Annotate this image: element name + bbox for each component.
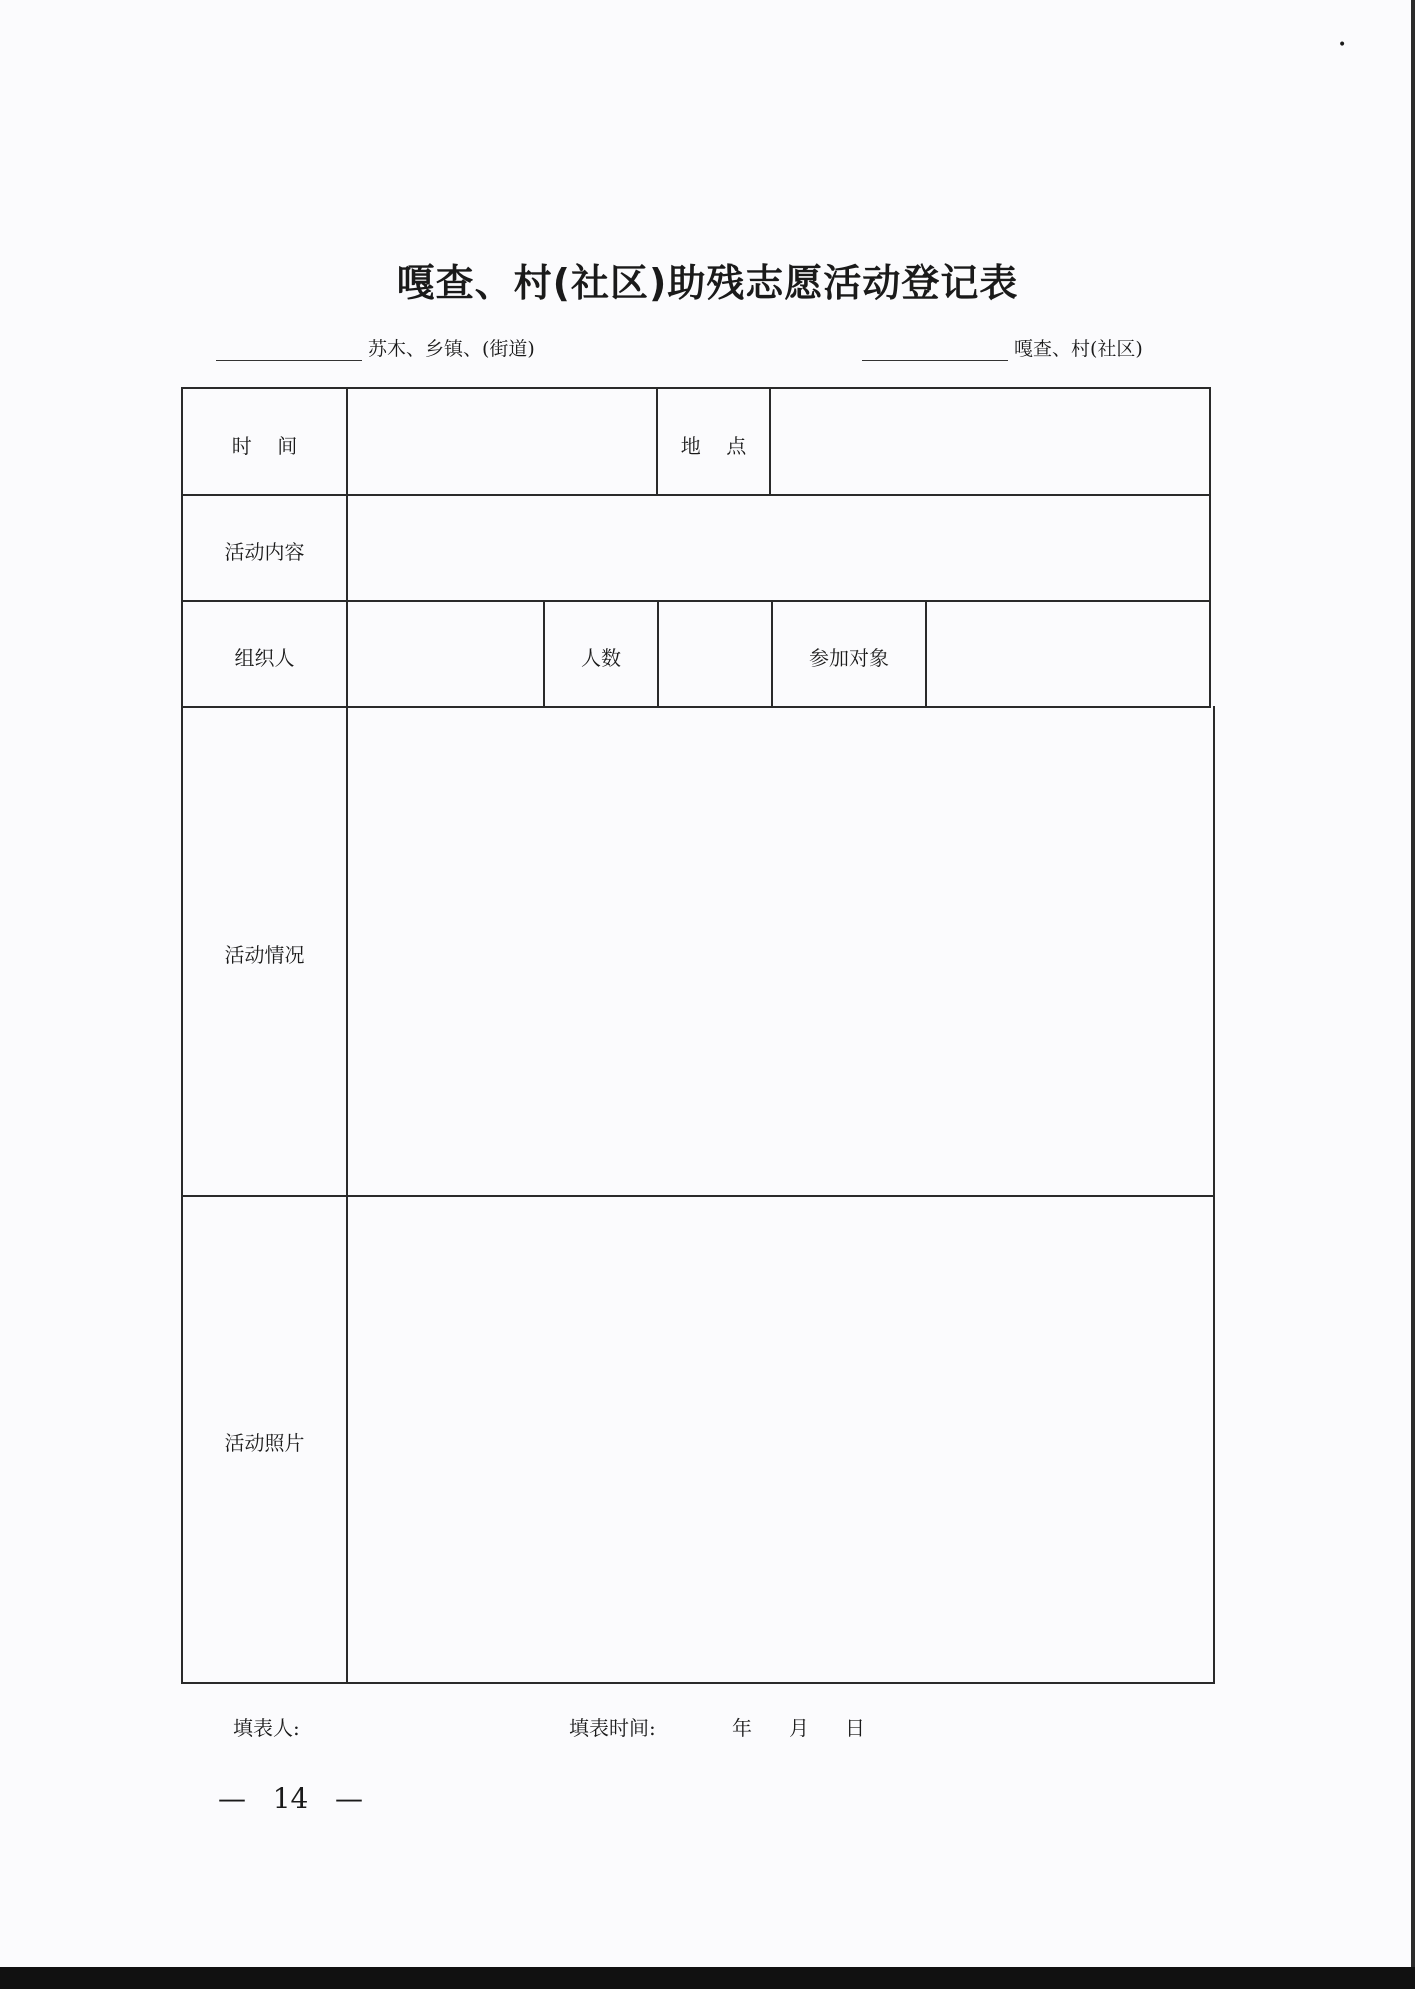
village-field [862, 334, 1143, 361]
table-border-right [1213, 706, 1215, 1684]
table-row-divider [181, 1195, 1215, 1197]
township-suffix: 苏木、乡镇、(街道) [368, 338, 535, 360]
cell-divider [657, 600, 659, 708]
form-title: 嘎查、村(社区)助残志愿活动登记表 [396, 261, 1019, 305]
participants-label: 参加对象 [809, 646, 889, 670]
cell-divider [925, 600, 927, 708]
scan-speck: • [1338, 37, 1347, 53]
page-number: — 14 — [218, 1782, 364, 1815]
table-row-divider [181, 494, 1211, 496]
table-row-divider [181, 706, 1211, 708]
fill-date-label: 填表时间: [569, 1716, 656, 1740]
table-border-left [181, 387, 183, 1684]
township-field [216, 334, 535, 361]
township-blank[interactable] [216, 340, 362, 361]
village-suffix: 嘎查、村(社区) [1014, 338, 1143, 360]
location-label: 地 点 [680, 434, 747, 458]
time-label: 时 间 [231, 434, 298, 458]
scan-edge-bottom [0, 1967, 1415, 1989]
table-border-top [181, 387, 1211, 389]
table-border-bottom [181, 1682, 1215, 1684]
headcount-label: 人数 [581, 646, 621, 670]
organizer-label: 组织人 [234, 646, 295, 670]
table-row-divider [181, 600, 1211, 602]
activity-content-label: 活动内容 [224, 540, 305, 564]
month-label: 月 [789, 1716, 809, 1740]
activity-photos-label: 活动照片 [224, 1431, 305, 1455]
activity-situation-label: 活动情况 [224, 943, 305, 967]
table-border-right [1209, 387, 1211, 708]
label-column-divider [346, 387, 348, 1684]
year-label: 年 [732, 1716, 752, 1740]
village-blank[interactable] [862, 340, 1008, 361]
filler-label: 填表人: [233, 1716, 300, 1740]
day-label: 日 [845, 1716, 865, 1740]
cell-divider [769, 387, 771, 496]
